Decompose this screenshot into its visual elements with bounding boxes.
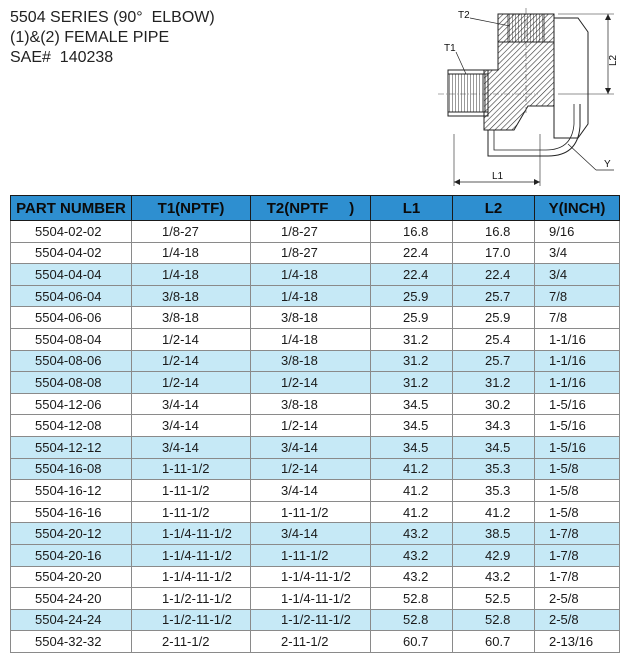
- cell-t2: 1/2-14: [251, 458, 371, 480]
- elbow-fitting-diagram: [428, 4, 624, 188]
- cell-l1: 31.2: [371, 372, 453, 394]
- cell-y: 3/4: [535, 242, 620, 264]
- cell-y: 3/4: [535, 264, 620, 286]
- cell-t1: 1-11-1/2: [132, 458, 251, 480]
- cell-y: 1-5/16: [535, 436, 620, 458]
- cell-y: 1-5/8: [535, 458, 620, 480]
- cell-l2: 34.5: [453, 436, 535, 458]
- cell-t1: 1-1/2-11-1/2: [132, 609, 251, 631]
- cell-l2: 25.7: [453, 285, 535, 307]
- cell-part: 5504-24-24: [11, 609, 132, 631]
- cell-y: 1-5/8: [535, 480, 620, 502]
- table-row: [11, 480, 620, 502]
- cell-l1: 52.8: [371, 588, 453, 610]
- cell-t1: 1/4-18: [132, 242, 251, 264]
- cell-l2: 60.7: [453, 631, 535, 653]
- cell-t2: 1-11-1/2: [251, 501, 371, 523]
- cell-l1: 43.2: [371, 523, 453, 545]
- header-l1: L1: [371, 196, 453, 221]
- cell-part: 5504-12-06: [11, 393, 132, 415]
- cell-t1: 1/2-14: [132, 372, 251, 394]
- cell-part: 5504-04-02: [11, 242, 132, 264]
- cell-y: 2-5/8: [535, 588, 620, 610]
- table-header-row: [11, 196, 620, 221]
- table-row: [11, 544, 620, 566]
- cell-l2: 52.5: [453, 588, 535, 610]
- table-row: [11, 415, 620, 437]
- cell-t2: 1/2-14: [251, 372, 371, 394]
- cell-t2: 1/2-14: [251, 415, 371, 437]
- table-row: [11, 350, 620, 372]
- header-y: Y(INCH): [535, 196, 620, 221]
- cell-t1: 1-1/4-11-1/2: [132, 566, 251, 588]
- cell-t1: 1/2-14: [132, 350, 251, 372]
- cell-t2: 1/4-18: [251, 285, 371, 307]
- cell-part: 5504-24-20: [11, 588, 132, 610]
- table-row: [11, 609, 620, 631]
- cell-l2: 25.9: [453, 307, 535, 329]
- spec-table: [10, 195, 620, 653]
- cell-l1: 34.5: [371, 415, 453, 437]
- cell-l1: 52.8: [371, 609, 453, 631]
- cell-t2: 1-1/4-11-1/2: [251, 588, 371, 610]
- cell-y: 2-13/16: [535, 631, 620, 653]
- cell-l1: 16.8: [371, 221, 453, 243]
- table-row: [11, 458, 620, 480]
- cell-l2: 35.3: [453, 480, 535, 502]
- table-row: [11, 328, 620, 350]
- cell-t2: 1-11-1/2: [251, 544, 371, 566]
- label-l1: L1: [492, 171, 504, 182]
- cell-part: 5504-04-04: [11, 264, 132, 286]
- cell-y: 7/8: [535, 307, 620, 329]
- cell-part: 5504-32-32: [11, 631, 132, 653]
- table-row: [11, 501, 620, 523]
- label-l2: L2: [608, 54, 619, 66]
- cell-l2: 35.3: [453, 458, 535, 480]
- table-row: [11, 285, 620, 307]
- cell-t2: 3/8-18: [251, 350, 371, 372]
- cell-y: 1-7/8: [535, 523, 620, 545]
- cell-part: 5504-02-02: [11, 221, 132, 243]
- cell-t1: 3/8-18: [132, 285, 251, 307]
- cell-l1: 25.9: [371, 285, 453, 307]
- cell-l2: 31.2: [453, 372, 535, 394]
- cell-t1: 3/8-18: [132, 307, 251, 329]
- cell-l2: 30.2: [453, 393, 535, 415]
- cell-l1: 41.2: [371, 458, 453, 480]
- cell-part: 5504-20-12: [11, 523, 132, 545]
- cell-l1: 41.2: [371, 501, 453, 523]
- cell-l2: 42.9: [453, 544, 535, 566]
- cell-l2: 16.8: [453, 221, 535, 243]
- cell-t2: 3/8-18: [251, 393, 371, 415]
- cell-part: 5504-12-12: [11, 436, 132, 458]
- table-row: [11, 588, 620, 610]
- cell-t2: 3/4-14: [251, 523, 371, 545]
- table-row: [11, 393, 620, 415]
- cell-t2: 3/4-14: [251, 436, 371, 458]
- cell-t1: 1/4-18: [132, 264, 251, 286]
- cell-y: 1-1/16: [535, 328, 620, 350]
- title-series: 5504 SERIES (90° ELBOW): [10, 9, 215, 26]
- cell-l1: 34.5: [371, 436, 453, 458]
- table-row: [11, 372, 620, 394]
- cell-t1: 1-1/4-11-1/2: [132, 523, 251, 545]
- cell-t2: 1-1/2-11-1/2: [251, 609, 371, 631]
- cell-y: 1-7/8: [535, 566, 620, 588]
- cell-y: 1-5/16: [535, 415, 620, 437]
- cell-t2: 3/8-18: [251, 307, 371, 329]
- cell-l1: 60.7: [371, 631, 453, 653]
- cell-part: 5504-16-12: [11, 480, 132, 502]
- cell-l1: 25.9: [371, 307, 453, 329]
- cell-t2: 1/4-18: [251, 328, 371, 350]
- cell-t2: 1/4-18: [251, 264, 371, 286]
- cell-l1: 22.4: [371, 264, 453, 286]
- cell-l2: 43.2: [453, 566, 535, 588]
- cell-part: 5504-12-08: [11, 415, 132, 437]
- cell-t2: 1/8-27: [251, 221, 371, 243]
- title-sae: SAE# 140238: [10, 49, 114, 66]
- cell-l2: 25.7: [453, 350, 535, 372]
- cell-l1: 34.5: [371, 393, 453, 415]
- cell-l2: 34.3: [453, 415, 535, 437]
- cell-t1: 2-11-1/2: [132, 631, 251, 653]
- cell-y: 1-5/16: [535, 393, 620, 415]
- cell-part: 5504-06-06: [11, 307, 132, 329]
- cell-part: 5504-16-08: [11, 458, 132, 480]
- cell-l1: 43.2: [371, 566, 453, 588]
- table-row: [11, 523, 620, 545]
- title-type: (1)&(2) FEMALE PIPE: [10, 29, 170, 46]
- cell-t2: 1-1/4-11-1/2: [251, 566, 371, 588]
- table-row: [11, 221, 620, 243]
- cell-y: 1-5/8: [535, 501, 620, 523]
- label-y: Y: [604, 159, 611, 170]
- cell-l2: 52.8: [453, 609, 535, 631]
- cell-l1: 22.4: [371, 242, 453, 264]
- table-row: [11, 264, 620, 286]
- cell-t2: 2-11-1/2: [251, 631, 371, 653]
- cell-part: 5504-20-16: [11, 544, 132, 566]
- cell-t1: 3/4-14: [132, 393, 251, 415]
- cell-l2: 38.5: [453, 523, 535, 545]
- cell-l1: 43.2: [371, 544, 453, 566]
- cell-t2: 3/4-14: [251, 480, 371, 502]
- label-t2: T2: [458, 10, 470, 21]
- cell-part: 5504-06-04: [11, 285, 132, 307]
- cell-l1: 31.2: [371, 350, 453, 372]
- cell-l2: 41.2: [453, 501, 535, 523]
- cell-t1: 1-1/2-11-1/2: [132, 588, 251, 610]
- table-row: [11, 631, 620, 653]
- header-t2: T2(NPTF ): [251, 196, 371, 221]
- header-part-number: PART NUMBER: [11, 196, 132, 221]
- cell-l2: 22.4: [453, 264, 535, 286]
- cell-l2: 25.4: [453, 328, 535, 350]
- cell-l1: 41.2: [371, 480, 453, 502]
- table-row: [11, 307, 620, 329]
- cell-t1: 1-1/4-11-1/2: [132, 544, 251, 566]
- cell-t1: 1-11-1/2: [132, 501, 251, 523]
- cell-y: 7/8: [535, 285, 620, 307]
- cell-y: 1-7/8: [535, 544, 620, 566]
- cell-y: 9/16: [535, 221, 620, 243]
- cell-y: 1-1/16: [535, 350, 620, 372]
- cell-y: 2-5/8: [535, 609, 620, 631]
- label-t1: T1: [444, 43, 456, 54]
- table-row: [11, 436, 620, 458]
- cell-t1: 1/2-14: [132, 328, 251, 350]
- cell-t1: 1/8-27: [132, 221, 251, 243]
- header-l2: L2: [453, 196, 535, 221]
- cell-part: 5504-16-16: [11, 501, 132, 523]
- cell-l2: 17.0: [453, 242, 535, 264]
- table-row: [11, 566, 620, 588]
- header-t1: T1(NPTF): [132, 196, 251, 221]
- cell-t1: 1-11-1/2: [132, 480, 251, 502]
- cell-t2: 1/8-27: [251, 242, 371, 264]
- cell-t1: 3/4-14: [132, 415, 251, 437]
- cell-l1: 31.2: [371, 328, 453, 350]
- cell-part: 5504-20-20: [11, 566, 132, 588]
- table-row: [11, 242, 620, 264]
- cell-part: 5504-08-08: [11, 372, 132, 394]
- cell-part: 5504-08-04: [11, 328, 132, 350]
- cell-y: 1-1/16: [535, 372, 620, 394]
- cell-t1: 3/4-14: [132, 436, 251, 458]
- page-title: [10, 8, 215, 68]
- cell-part: 5504-08-06: [11, 350, 132, 372]
